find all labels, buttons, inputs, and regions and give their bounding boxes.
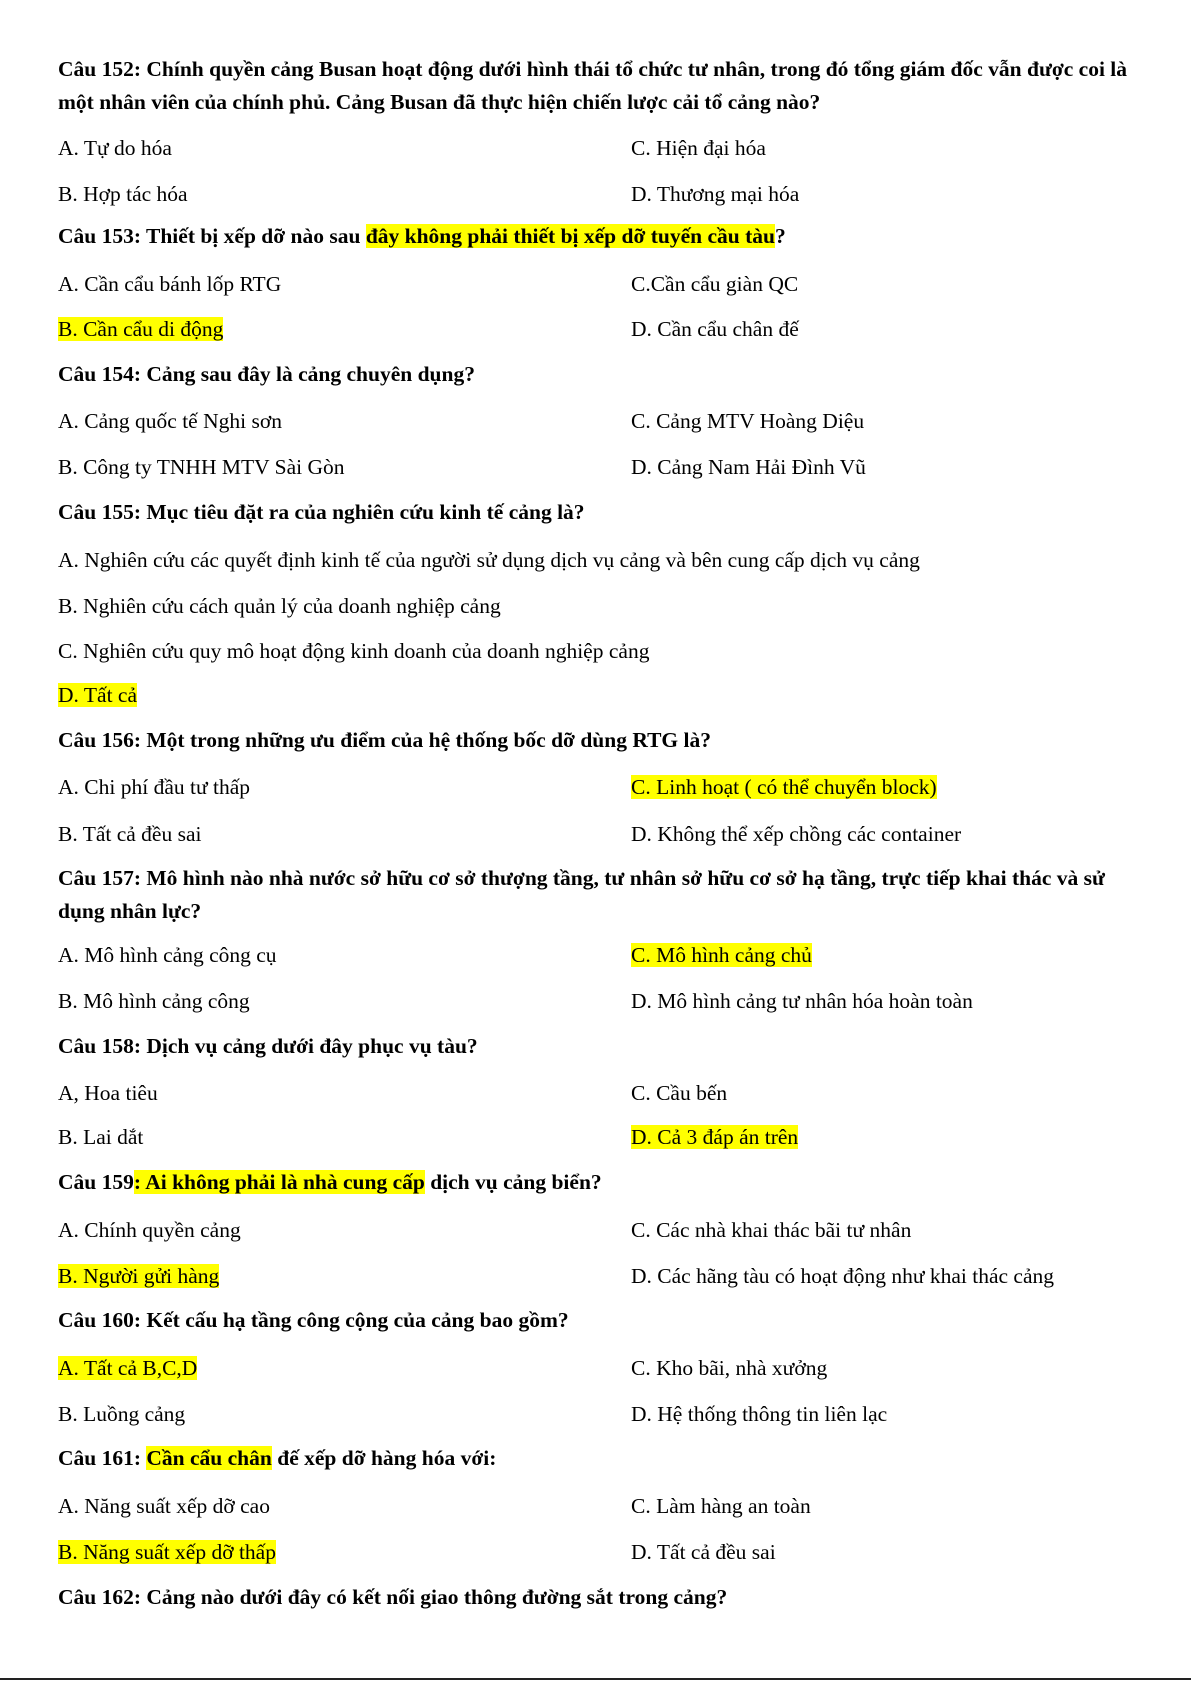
option-159-d: D. Các hãng tàu có hoạt động như khai thác cảng — [631, 1264, 1055, 1288]
option-159-c: C. Các nhà khai thác bãi tư nhân — [631, 1218, 912, 1242]
option-154-d: D. Cảng Nam Hải Đình Vũ — [631, 455, 866, 479]
option-157-a: A. Mô hình cảng công cụ — [58, 943, 277, 967]
option-158-c: C. Cầu bến — [631, 1081, 728, 1105]
highlight: D. Cả 3 đáp án trên — [631, 1125, 799, 1149]
option-158-a: A, Hoa tiêu — [58, 1081, 158, 1105]
option-161-c: C. Làm hàng an toàn — [631, 1494, 811, 1518]
highlight: C. Linh hoạt ( có thể chuyển block) — [631, 775, 937, 799]
highlight: : Ai không phải là nhà cung cấp — [133, 1170, 425, 1194]
question-155: Câu 155: Mục tiêu đặt ra của nghiên cứu kinh tế cảng là? — [58, 500, 585, 524]
option-156-d: D. Không thể xếp chồng các container — [631, 822, 962, 846]
option-156-b: B. Tất cả đều sai — [58, 822, 202, 846]
option-160-d: D. Hệ thống thông tin liên lạc — [631, 1402, 888, 1426]
option-153-d: D. Cần cẩu chân đế — [631, 317, 799, 341]
option-152-a: A. Tự do hóa — [58, 136, 172, 160]
option-153-c: C.Cần cẩu giàn QC — [631, 272, 799, 296]
highlight: C. Mô hình cảng chủ — [631, 943, 812, 967]
option-159-b — [58, 1262, 219, 1290]
question-157: Câu 157: Mô hình nào nhà nước sở hữu cơ sở thượng tầng, tư nhân sở hữu cơ sở hạ tầng, trực tiếp khai thác và sử dụng nhân lực? — [58, 866, 1105, 923]
question-159: Câu 159: Ai không phải là nhà cung cấp dịch vụ cảng biển? — [58, 1170, 602, 1194]
highlight: A. Tất cả B,C,D — [58, 1356, 198, 1380]
option-158-d — [631, 1123, 798, 1151]
option-160-b: B. Luồng cảng — [58, 1402, 186, 1426]
highlight: B. Người gửi hàng — [58, 1264, 220, 1288]
option-159-a: A. Chính quyền cảng — [58, 1218, 241, 1242]
option-161-d: D. Tất cả đều sai — [631, 1540, 776, 1564]
question-162: Câu 162: Cảng nào dưới đây có kết nối giao thông đường sắt trong cảng? — [58, 1585, 728, 1609]
page-bottom-rule — [0, 1678, 1191, 1680]
option-158-b: B. Lai dắt — [58, 1125, 144, 1149]
option-152-b: B. Hợp tác hóa — [58, 182, 188, 206]
highlight: Cần cẩu chân — [146, 1446, 272, 1470]
option-160-a — [58, 1354, 197, 1382]
option-152-d: D. Thương mại hóa — [631, 182, 800, 206]
option-154-c: C. Cảng MTV Hoàng Diệu — [631, 409, 865, 433]
option-157-b: B. Mô hình cảng công — [58, 989, 250, 1013]
question-161: Câu 161: Cần cẩu chân đế xếp dỡ hàng hóa với: — [58, 1446, 497, 1470]
question-158: Câu 158: Dịch vụ cảng dưới đây phục vụ tàu? — [58, 1034, 478, 1058]
option-153-b — [58, 315, 223, 343]
option-157-c — [631, 941, 812, 969]
option-155-c: C. Nghiên cứu quy mô hoạt động kinh doanh của doanh nghiệp cảng — [58, 639, 650, 663]
question-153: Câu 153: Thiết bị xếp dỡ nào sau đây không phải thiết bị xếp dỡ tuyến cầu tàu? — [58, 224, 786, 248]
option-156-c — [631, 773, 937, 801]
option-161-a: A. Năng suất xếp dỡ cao — [58, 1494, 270, 1518]
option-154-b: B. Công ty TNHH MTV Sài Gòn — [58, 455, 345, 479]
option-152-c: C. Hiện đại hóa — [631, 136, 766, 160]
option-155-d — [58, 681, 137, 709]
option-155-a: A. Nghiên cứu các quyết định kinh tế của người sử dụng dịch vụ cảng và bên cung cấp dịch vụ cảng — [58, 548, 920, 572]
option-161-b — [58, 1538, 276, 1566]
option-153-a: A. Cần cẩu bánh lốp RTG — [58, 272, 282, 296]
highlight: B. Năng suất xếp dỡ thấp — [58, 1540, 276, 1564]
option-154-a: A. Cảng quốc tế Nghi sơn — [58, 409, 282, 433]
highlight: đây không phải thiết bị xếp dỡ tuyến cầu tàu — [365, 224, 775, 248]
question-160: Câu 160: Kết cấu hạ tầng công cộng của cảng bao gồm? — [58, 1308, 569, 1332]
question-152: Câu 152: Chính quyền cảng Busan hoạt động dưới hình thái tổ chức tư nhân, trong đó tổng giám đốc vẫn được coi là một nhân viên của chính phủ. Cảng Busan đã thực hiện chiến lược cải tổ cảng nào? — [58, 57, 1128, 114]
option-157-d: D. Mô hình cảng tư nhân hóa hoàn toàn — [631, 989, 973, 1013]
highlight: B. Cần cẩu di động — [58, 317, 224, 341]
highlight: D. Tất cả — [58, 683, 137, 707]
question-154: Câu 154: Cảng sau đây là cảng chuyên dụng? — [58, 362, 475, 386]
option-156-a: A. Chi phí đầu tư thấp — [58, 775, 250, 799]
option-160-c: C. Kho bãi, nhà xưởng — [631, 1356, 828, 1380]
option-155-b: B. Nghiên cứu cách quản lý của doanh nghiệp cảng — [58, 594, 501, 618]
question-156: Câu 156: Một trong những ưu điểm của hệ thống bốc dỡ dùng RTG là? — [58, 728, 711, 752]
